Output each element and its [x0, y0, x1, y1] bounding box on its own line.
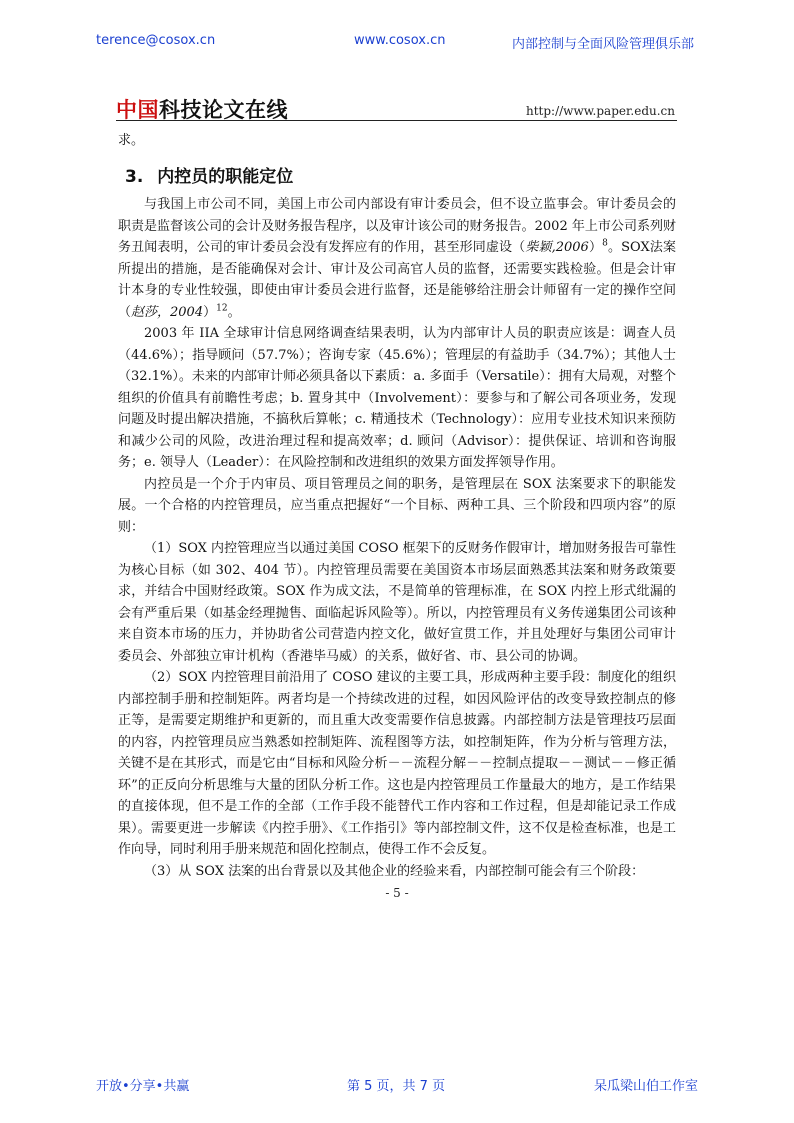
paragraph-3: 内控员是一个介于内审员、项目管理员之间的职务，是管理层在 SOX 法案要求下的职能发展。一个合格的内控管理员，应当重点把握好“一个目标、两种工具、三个阶段和四项内容”的原则：: [118, 476, 676, 535]
email-link[interactable]: terence@cosox.cn: [96, 33, 216, 48]
footer-slogan: 开放•分享•共赢: [96, 1079, 190, 1094]
section-number: 3.: [125, 167, 144, 187]
p1-text-c: 。SOX法案所提出的措施，是否能确保对会计、审计及公司高官人员的监督，还需要实践检验。但是会计审计本身的专业性较强，即使由审计委员会进行监督，还是能够给注册会计师留有一定的操作空间（: [118, 240, 676, 320]
club-link[interactable]: 内部控制与全面风险管理俱乐部: [512, 37, 695, 52]
paragraph-6: （3）从 SOX 法案的出台背景以及其他企业的经验来看，内部控制可能会有三个阶段：: [144, 863, 645, 879]
logo-black-text: 科技论文在线: [159, 98, 288, 122]
logo-red-text: 中国: [116, 98, 159, 122]
p1-citation-2: 赵莎，2004: [131, 304, 204, 320]
p1-text-a: 与我国上市公司不同，美国上市公司内部设有审计委员会，但不设立监事会。审计委员会的职责是监督该公司的会计及财务报告程序，以及审计该公司的财务报告。2002 年上市公司系列财务丑闻表明，公司的审计委员会没有发挥应有的作用，甚至形同虚设（: [118, 197, 676, 255]
paragraph-5: （2）SOX 内控管理目前沿用了 COSO 建议的主要工具，形成两种主要手段：制度化的组织内部控制手册和控制矩阵。两者均是一个持续改进的过程，如因风险评估的改变导致控制点的修正等，是需要定期维护和更新的，而且重大改变需要作信息披露。内部控制方法是管理技巧层面的内容，内控管理员应当熟悉如控制矩阵、流程图等方法，如控制矩阵，作为分析与管理方法，关键不是在其形式，而是它由“目标和风险分析－－流程分解－－控制点提取－－测试－－修正循环”的正反向分析思维与大量的团队分析工作。这也是内控管理员工作量最大的地方，是工作结果的直接体现，但不是工作的全部（工作手段不能替代工作内容和工作过程，但是却能记录工作成果）。需要更进一步解读《内控手册》、《工作指引》等内部控制文件，这不仅是检查标准，也是工作向导，同时利用手册来规范和固化控制点，使得工作不会反复。: [118, 670, 676, 857]
p1-text-d: ）: [203, 304, 217, 320]
header-rule: [116, 120, 677, 121]
paragraph-4: （1）SOX 内控管理应当以通过美国 COSO 框架下的反财务作假审计，增加财务报告可靠性为核心目标（如 302、404 节）。内控管理员需要在美国资本市场层面熟悉其法案和财务政策要求，并结合中国财经政策。SOX 作为成文法，不是简单的管理标准，在 SOX 内控上形式纰漏的会有严重后果（如基金经理抛售、面临起诉风险等）。所以，内控管理员有义务传递集团公司该种来自资本市场的压力，并协助省公司营造内控文化，做好宣贯工作，并且处理好与集团公司审计委员会、外部独立审计机构（香港毕马威）的关系，做好省、市、县公司的协调。: [118, 541, 676, 664]
site-link[interactable]: www.cosox.cn: [354, 33, 446, 48]
section-title: 内控员的职能定位: [157, 167, 294, 187]
p1-text-e: 。: [227, 304, 241, 320]
lead-line: [118, 130, 676, 152]
p1-ref-1: 8: [602, 238, 608, 249]
footer-studio: 呆瓜梁山伯工作室: [593, 1079, 698, 1094]
page-number: - 5 -: [385, 886, 409, 900]
p1-citation-1: 柴颖,2006: [525, 240, 589, 255]
journal-url[interactable]: http://www.paper.edu.cn: [525, 104, 675, 118]
section-heading: [125, 162, 293, 187]
body-text: [118, 194, 676, 882]
paragraph-1: [118, 194, 676, 323]
footer-page-indicator: 第 5 页，共 7 页: [347, 1079, 446, 1094]
lead-text: 求。: [118, 133, 145, 148]
paragraph-2: 2003 年 IIA 全球审计信息网络调查结果表明，认为内部审计人员的职责应该是：调查人员（44.6%）；指导顾问（57.7%）；咨询专家（45.6%）；管理层的有益助手（34.7%）；其他人士（32.1%）。未来的内部审计师必须具备以下素质：a. 多面手（Versatile）：拥有大局观，对整个组织的价值具有前瞻性考虑；b. 置身其中（Involvement）：要参与和了解公司各项业务，发现问题及时提出解决措施，不搞秋后算帐；c. 精通技术（Technology）：应用专业技术知识来预防和减少公司的风险，改进治理过程和提高效率；d. 顾问（Advisor）：提供保证、培训和咨询服务；e. 领导人（Leader）：在风险控制和改进组织的效果方面发挥领导作用。: [118, 326, 676, 470]
p1-text-b: ）: [588, 240, 603, 255]
p1-ref-2: 12: [216, 303, 228, 314]
